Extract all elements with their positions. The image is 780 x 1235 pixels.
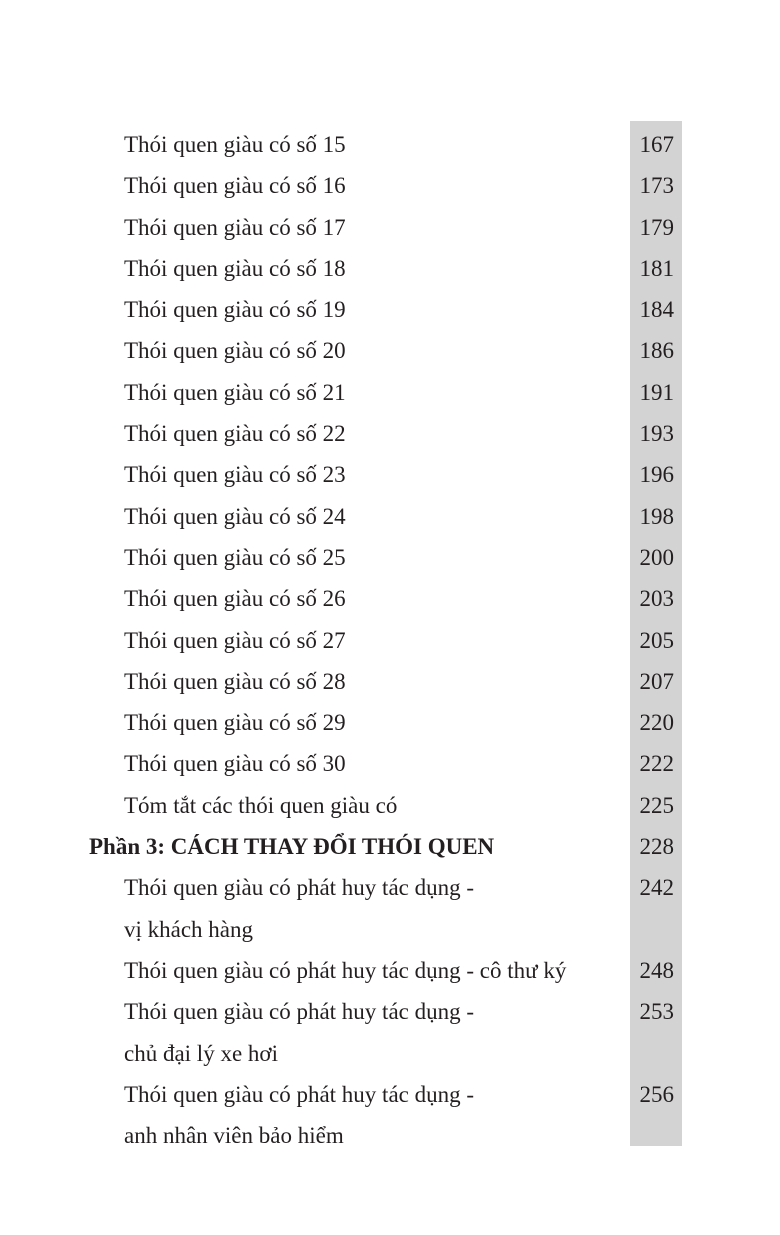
toc-entry[interactable] <box>0 867 780 950</box>
toc-entry-title: Thói quen giàu có số 16 <box>124 173 346 199</box>
toc-entry[interactable] <box>0 124 780 165</box>
toc-entry[interactable] <box>0 248 780 289</box>
toc-entry-title: Thói quen giàu có số 17 <box>124 214 346 240</box>
toc-entry-page: 203 <box>639 586 674 612</box>
toc-entry-title-line2: chủ đại lý xe hơi <box>124 1040 278 1066</box>
toc-entry-page: 256 <box>639 1081 674 1107</box>
toc-entry-title: Tóm tắt các thói quen giàu có <box>124 792 398 818</box>
toc-entry-page: 167 <box>639 132 674 157</box>
toc-entry-title: Thói quen giàu có số 19 <box>124 297 346 323</box>
toc-entry-title: Thói quen giàu có số 18 <box>124 255 346 281</box>
toc-entry-title: Thói quen giàu có số 23 <box>124 462 346 488</box>
toc-entry-title: Thói quen giàu có số 22 <box>124 421 346 447</box>
toc-entry-page: 248 <box>639 957 674 983</box>
toc-part-heading[interactable] <box>0 826 780 867</box>
toc-entry-title: Thói quen giàu có số 24 <box>124 503 346 529</box>
toc-entry-title-line1: Thói quen giàu có phát huy tác dụng - <box>124 999 475 1025</box>
toc-entry[interactable] <box>0 702 780 743</box>
toc-entry[interactable] <box>0 743 780 784</box>
toc-entry-page: 193 <box>639 421 674 447</box>
toc-entry-page: 184 <box>639 297 674 323</box>
toc-entry-title: Thói quen giàu có số 30 <box>124 751 346 777</box>
toc-entry-page: 253 <box>639 999 674 1025</box>
toc-entry-title-line2: vị khách hàng <box>124 916 254 942</box>
toc-entry-title <box>124 867 474 950</box>
toc-entry[interactable] <box>0 413 780 454</box>
toc-entry-page: 220 <box>639 710 674 736</box>
toc-entry[interactable] <box>0 537 780 578</box>
toc-entry[interactable] <box>0 165 780 206</box>
toc-entry[interactable] <box>0 950 780 991</box>
toc-entry-page: 196 <box>639 462 674 488</box>
toc-part-title: Phần 3: CÁCH THAY ĐỔI THÓI QUEN <box>89 834 495 860</box>
toc-entry-page: 179 <box>639 214 674 240</box>
toc-entry[interactable] <box>0 330 780 371</box>
toc-entry-title: Thói quen giàu có số 26 <box>124 586 346 612</box>
toc-part-page: 228 <box>639 834 674 860</box>
toc-entry-page: 173 <box>639 173 674 199</box>
toc-entry[interactable] <box>0 578 780 619</box>
toc-entry-page: 242 <box>639 875 674 901</box>
toc-entry[interactable] <box>0 207 780 248</box>
toc-entry[interactable] <box>0 454 780 495</box>
toc-entry-page: 181 <box>639 255 674 281</box>
toc-entry[interactable] <box>0 991 780 1074</box>
toc-entry-page: 225 <box>639 792 674 818</box>
toc-entry[interactable] <box>0 372 780 413</box>
toc-entry-title-line2: anh nhân viên bảo hiểm <box>124 1123 344 1149</box>
toc-entry-title: Thói quen giàu có số 25 <box>124 544 346 570</box>
toc-entry[interactable] <box>0 496 780 537</box>
toc-entry-title: Thói quen giàu có số 27 <box>124 627 346 653</box>
toc-entry-title: Thói quen giàu có số 28 <box>124 668 346 694</box>
toc-entry[interactable] <box>0 620 780 661</box>
toc-entry-title <box>124 991 474 1074</box>
table-of-contents <box>0 124 780 1156</box>
toc-entry-title-line1: Thói quen giàu có phát huy tác dụng - <box>124 875 475 901</box>
toc-entry-page: 186 <box>639 338 674 364</box>
toc-entry-page: 205 <box>639 627 674 653</box>
toc-entry-title-line1: Thói quen giàu có phát huy tác dụng - <box>124 1081 475 1107</box>
toc-entry-page: 207 <box>639 668 674 694</box>
toc-entry[interactable] <box>0 1074 780 1157</box>
toc-entry[interactable] <box>0 661 780 702</box>
toc-entry-page: 200 <box>639 544 674 570</box>
toc-entry-title: Thói quen giàu có số 20 <box>124 338 346 364</box>
toc-entry-title: Thói quen giàu có số 29 <box>124 710 346 736</box>
toc-entry[interactable] <box>0 785 780 826</box>
toc-entry[interactable] <box>0 289 780 330</box>
toc-entry-title <box>124 1074 474 1157</box>
toc-entry-title: Thói quen giàu có số 15 <box>124 132 346 157</box>
toc-entry-title: Thói quen giàu có số 21 <box>124 379 346 405</box>
toc-entry-page: 222 <box>639 751 674 777</box>
toc-entry-title: Thói quen giàu có phát huy tác dụng - cô thư ký <box>124 957 567 983</box>
toc-entry-page: 198 <box>639 503 674 529</box>
toc-entry-page: 191 <box>639 379 674 405</box>
